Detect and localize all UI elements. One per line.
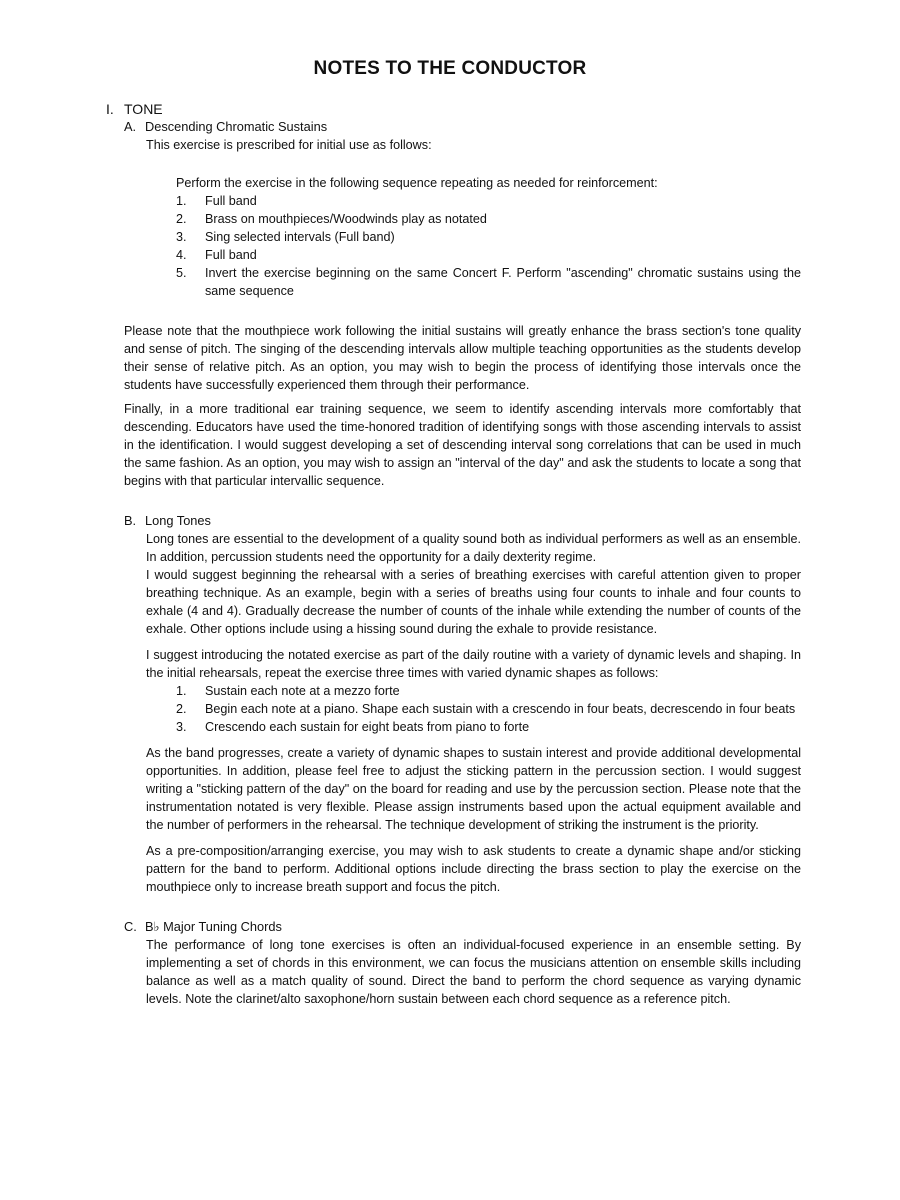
document-body bbox=[0, 100, 900, 1008]
subsection-title: Long Tones bbox=[145, 513, 211, 528]
subsection-heading-a bbox=[0, 118, 900, 136]
paragraph: The performance of long tone exercises is often an individual-focused experience in an ensemble setting. By implementing a set of chords in this environment, we can focus the musicians attention on ensemble skills including balance as well as a match quality of sound. Direct the band to perform the chord sequence as varying dynamic levels. Note the clarinet/alto saxophone/horn sustain between each chord sequence as a reference pitch. bbox=[146, 938, 801, 1006]
subsection-title: B♭ Major Tuning Chords bbox=[145, 919, 282, 934]
subsection-title: Descending Chromatic Sustains bbox=[145, 119, 328, 134]
list-item: 3. Sing selected intervals (Full band) bbox=[176, 230, 395, 244]
dynamics-list bbox=[0, 682, 900, 736]
section-number: I. bbox=[106, 101, 114, 117]
list-item: 2. Brass on mouthpieces/Woodwinds play as notated bbox=[176, 212, 487, 226]
paragraph: Perform the exercise in the following sequence repeating as needed for reinforcement: bbox=[176, 176, 658, 190]
page-title: NOTES TO THE CONDUCTOR bbox=[313, 58, 587, 79]
paragraph: This exercise is prescribed for initial use as follows: bbox=[146, 138, 432, 152]
subsection-number: B. bbox=[124, 513, 137, 528]
subsection-number: A. bbox=[124, 119, 137, 134]
subsection-heading-b bbox=[0, 512, 900, 530]
paragraph: As a pre-composition/arranging exercise, you may wish to ask students to create a dynamic shape and/or sticking pattern for the band to perform. Additional options include directing the brass section to play the exercise on the mouthpiece only to increase breath support and focus the pitch. bbox=[146, 844, 801, 894]
subsection-heading-c bbox=[0, 918, 900, 936]
paragraph: I suggest introducing the notated exercise as part of the daily routine with a variety of dynamic levels and shaping. In the initial rehearsals, repeat the exercise three times with varied dynamic shapes as follows: bbox=[146, 648, 801, 680]
list-item: 1. Sustain each note at a mezzo forte bbox=[176, 684, 400, 698]
paragraph: Long tones are essential to the development of a quality sound both as individual performers as well as an ensemble. In addition, percussion students need the opportunity for a daily dexterity regime. bbox=[146, 532, 801, 564]
list-item: 5. Invert the exercise beginning on the same Concert F. Perform "ascending" chromatic sustains using the same sequence bbox=[176, 266, 801, 298]
paragraph: Finally, in a more traditional ear training sequence, we seem to identify ascending intervals more comfortably that descending. Educators have used the time-honored tradition of identifying songs with those ascending intervals to assist in the identification. I would suggest developing a set of descending interval song correlations that can be used in much the same fashion. As an option, you may wish to assign an "interval of the day" and ask the students to locate a song that begins with that particular intervallic sequence. bbox=[124, 402, 801, 488]
sequence-list bbox=[0, 192, 900, 300]
list-item: 2. Begin each note at a piano. Shape each sustain with a crescendo in four beats, decrescendo in four beats bbox=[176, 702, 796, 716]
paragraph: As the band progresses, create a variety of dynamic shapes to sustain interest and provide additional developmental opportunities. In addition, please feel free to adjust the sticking pattern in the percussion section. I would suggest writing a "sticking pattern of the day" on the board for reading and use by the percussion section. Please note that the instrumentation notated is very flexible. Please assign instruments based upon the actual equipment available and the number of performers in the rehearsal. The technique development of striking the instrument is the priority. bbox=[146, 746, 801, 832]
list-item: 3. Crescendo each sustain for eight beats from piano to forte bbox=[176, 720, 530, 734]
list-item: 4. Full band bbox=[176, 248, 257, 262]
paragraph: Please note that the mouthpiece work following the initial sustains will greatly enhance the brass section's tone quality and sense of pitch. The singing of the descending intervals allow multiple teaching opportunities as the students develop their sense of relative pitch. As an option, you may wish to begin the process of identifying those intervals once the students have successfully experienced them through their performance. bbox=[124, 324, 801, 392]
section-title: TONE bbox=[124, 101, 163, 117]
section-heading-tone bbox=[0, 100, 900, 118]
subsection-number: C. bbox=[124, 919, 137, 934]
paragraph: I would suggest beginning the rehearsal with a series of breathing exercises with careful attention given to proper breathing technique. As an example, begin with a series of breaths using four counts to inhale and four counts to exhale (4 and 4). Gradually decrease the number of counts of the inhale while extending the number of counts of the exhale. Other options include using a hissing sound during the exhale to provide resistance. bbox=[146, 568, 801, 636]
list-item: 1. Full band bbox=[176, 194, 257, 208]
